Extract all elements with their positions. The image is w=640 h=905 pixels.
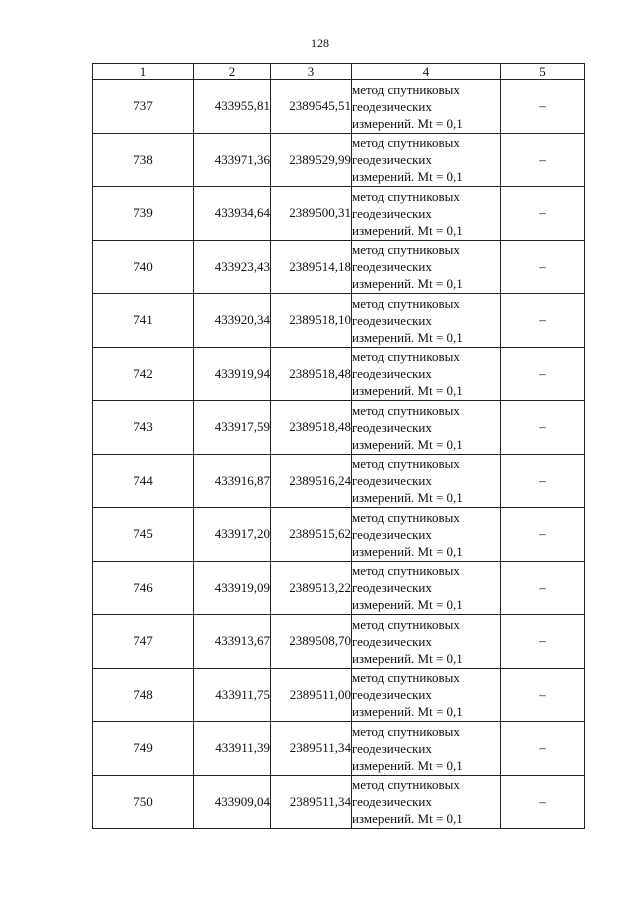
x-coordinate-cell: 433934,64 <box>194 187 271 241</box>
y-coordinate-cell: 2389516,24 <box>271 454 352 508</box>
table-row <box>93 80 585 134</box>
x-coordinate-cell: 433911,75 <box>194 668 271 722</box>
y-coordinate-cell: 2389518,48 <box>271 347 352 401</box>
y-coordinate-cell: 2389511,34 <box>271 722 352 776</box>
y-coordinate-cell: 2389500,31 <box>271 187 352 241</box>
note-cell: – <box>501 775 585 829</box>
point-number-cell: 749 <box>93 722 194 776</box>
page-number: 128 <box>311 36 329 50</box>
table-row <box>93 454 585 508</box>
column-header-4: 4 <box>352 64 501 80</box>
note-cell: – <box>501 133 585 187</box>
x-coordinate-cell: 433911,39 <box>194 722 271 776</box>
method-cell: метод спутниковых геодезических измерений. Mt = 0,1 <box>352 775 501 829</box>
point-number-cell: 743 <box>93 401 194 455</box>
method-cell: метод спутниковых геодезических измерений. Mt = 0,1 <box>352 133 501 187</box>
point-number-cell: 741 <box>93 294 194 348</box>
point-number-cell: 744 <box>93 454 194 508</box>
column-header-2: 2 <box>194 64 271 80</box>
table-row <box>93 722 585 776</box>
x-coordinate-cell: 433971,36 <box>194 133 271 187</box>
method-cell: метод спутниковых геодезических измерений. Mt = 0,1 <box>352 722 501 776</box>
x-coordinate-cell: 433919,09 <box>194 561 271 615</box>
method-cell: метод спутниковых геодезических измерений. Mt = 0,1 <box>352 240 501 294</box>
table-header <box>93 64 585 80</box>
point-number-cell: 742 <box>93 347 194 401</box>
table-row <box>93 133 585 187</box>
y-coordinate-cell: 2389514,18 <box>271 240 352 294</box>
method-cell: метод спутниковых геодезических измерений. Mt = 0,1 <box>352 347 501 401</box>
table-row <box>93 668 585 722</box>
table-row <box>93 240 585 294</box>
note-cell: – <box>501 187 585 241</box>
table-row <box>93 187 585 241</box>
point-number-cell: 737 <box>93 80 194 134</box>
method-cell: метод спутниковых геодезических измерений. Mt = 0,1 <box>352 668 501 722</box>
y-coordinate-cell: 2389518,48 <box>271 401 352 455</box>
note-cell: – <box>501 294 585 348</box>
method-cell: метод спутниковых геодезических измерений. Mt = 0,1 <box>352 187 501 241</box>
y-coordinate-cell: 2389529,99 <box>271 133 352 187</box>
method-cell: метод спутниковых геодезических измерений. Mt = 0,1 <box>352 508 501 562</box>
method-cell: метод спутниковых геодезических измерений. Mt = 0,1 <box>352 80 501 134</box>
note-cell: – <box>501 454 585 508</box>
point-number-cell: 738 <box>93 133 194 187</box>
method-cell: метод спутниковых геодезических измерений. Mt = 0,1 <box>352 294 501 348</box>
note-cell: – <box>501 722 585 776</box>
table-body <box>93 80 585 829</box>
y-coordinate-cell: 2389545,51 <box>271 80 352 134</box>
table-row <box>93 347 585 401</box>
point-number-cell: 747 <box>93 615 194 669</box>
column-header-5: 5 <box>501 64 585 80</box>
table-row <box>93 775 585 829</box>
x-coordinate-cell: 433955,81 <box>194 80 271 134</box>
method-cell: метод спутниковых геодезических измерений. Mt = 0,1 <box>352 454 501 508</box>
x-coordinate-cell: 433919,94 <box>194 347 271 401</box>
note-cell: – <box>501 561 585 615</box>
note-cell: – <box>501 508 585 562</box>
y-coordinate-cell: 2389511,00 <box>271 668 352 722</box>
point-number-cell: 745 <box>93 508 194 562</box>
y-coordinate-cell: 2389513,22 <box>271 561 352 615</box>
header-row <box>93 64 585 80</box>
note-cell: – <box>501 80 585 134</box>
table-row <box>93 508 585 562</box>
table-row <box>93 294 585 348</box>
y-coordinate-cell: 2389511,34 <box>271 775 352 829</box>
method-cell: метод спутниковых геодезических измерений. Mt = 0,1 <box>352 561 501 615</box>
y-coordinate-cell: 2389518,10 <box>271 294 352 348</box>
point-number-cell: 750 <box>93 775 194 829</box>
note-cell: – <box>501 347 585 401</box>
column-header-1: 1 <box>93 64 194 80</box>
table-row <box>93 615 585 669</box>
point-number-cell: 746 <box>93 561 194 615</box>
x-coordinate-cell: 433909,04 <box>194 775 271 829</box>
note-cell: – <box>501 668 585 722</box>
coordinates-table <box>92 63 585 829</box>
x-coordinate-cell: 433917,59 <box>194 401 271 455</box>
x-coordinate-cell: 433913,67 <box>194 615 271 669</box>
note-cell: – <box>501 615 585 669</box>
note-cell: – <box>501 240 585 294</box>
x-coordinate-cell: 433916,87 <box>194 454 271 508</box>
y-coordinate-cell: 2389508,70 <box>271 615 352 669</box>
x-coordinate-cell: 433923,43 <box>194 240 271 294</box>
x-coordinate-cell: 433917,20 <box>194 508 271 562</box>
x-coordinate-cell: 433920,34 <box>194 294 271 348</box>
table-row <box>93 401 585 455</box>
point-number-cell: 739 <box>93 187 194 241</box>
column-header-3: 3 <box>271 64 352 80</box>
method-cell: метод спутниковых геодезических измерений. Mt = 0,1 <box>352 615 501 669</box>
method-cell: метод спутниковых геодезических измерений. Mt = 0,1 <box>352 401 501 455</box>
point-number-cell: 748 <box>93 668 194 722</box>
y-coordinate-cell: 2389515,62 <box>271 508 352 562</box>
point-number-cell: 740 <box>93 240 194 294</box>
note-cell: – <box>501 401 585 455</box>
table-row <box>93 561 585 615</box>
